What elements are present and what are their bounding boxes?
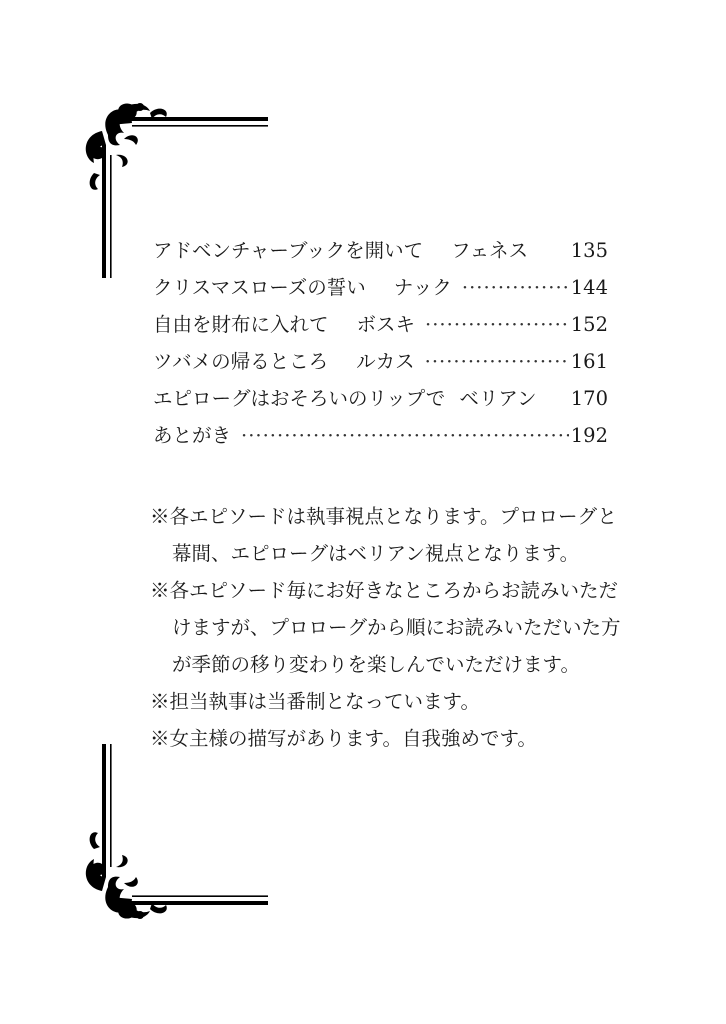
toc-character: ナック <box>393 276 452 299</box>
notes-section <box>150 498 630 757</box>
toc-leader <box>462 269 569 306</box>
toc-character: ルカス <box>356 350 415 373</box>
toc-row[interactable] <box>153 417 608 454</box>
toc-title: ツバメの帰るところ <box>153 350 329 373</box>
toc-title: エピローグはおそろいのリップで <box>153 387 446 410</box>
toc-row[interactable] <box>153 306 608 343</box>
toc-row[interactable] <box>153 380 608 417</box>
toc-page-number: 152 <box>570 313 608 336</box>
toc-leader <box>425 306 569 343</box>
toc-row[interactable] <box>153 269 608 306</box>
toc-page-number: 161 <box>570 350 608 373</box>
toc-page-number: 192 <box>570 424 608 447</box>
note-item: ※担当執事は当番制となっています。 <box>150 690 480 713</box>
toc-character: フェネス <box>451 239 529 262</box>
toc-row[interactable] <box>153 343 608 380</box>
toc-character: ベリアン <box>459 387 537 410</box>
toc-page-number: 170 <box>570 387 608 410</box>
toc-leader <box>241 417 569 454</box>
toc-page-number: 135 <box>570 239 608 262</box>
toc-title: クリスマスローズの誓い <box>153 276 366 299</box>
toc-title: あとがき <box>153 424 232 447</box>
toc-title: アドベンチャーブックを開いて <box>153 239 424 262</box>
toc-leader <box>425 343 569 380</box>
bottom-corner-ornament-icon <box>80 742 270 927</box>
note-item: ※各エピソードは執事視点となります。プロローグと幕間、エピローグはベリアン視点となります。 <box>150 505 617 565</box>
toc-page-number: 144 <box>570 276 608 299</box>
note-item: ※各エピソード毎にお好きなところからお読みいただけますが、プロローグから順にお読みいただいた方が季節の移り変わりを楽しんでいただけます。 <box>150 579 621 676</box>
toc-row[interactable] <box>153 232 608 269</box>
note-item: ※女主様の描写があります。自我強めです。 <box>150 727 537 750</box>
toc-title: 自由を財布に入れて <box>153 313 329 336</box>
table-of-contents <box>153 232 608 454</box>
toc-character: ボスキ <box>356 313 416 336</box>
